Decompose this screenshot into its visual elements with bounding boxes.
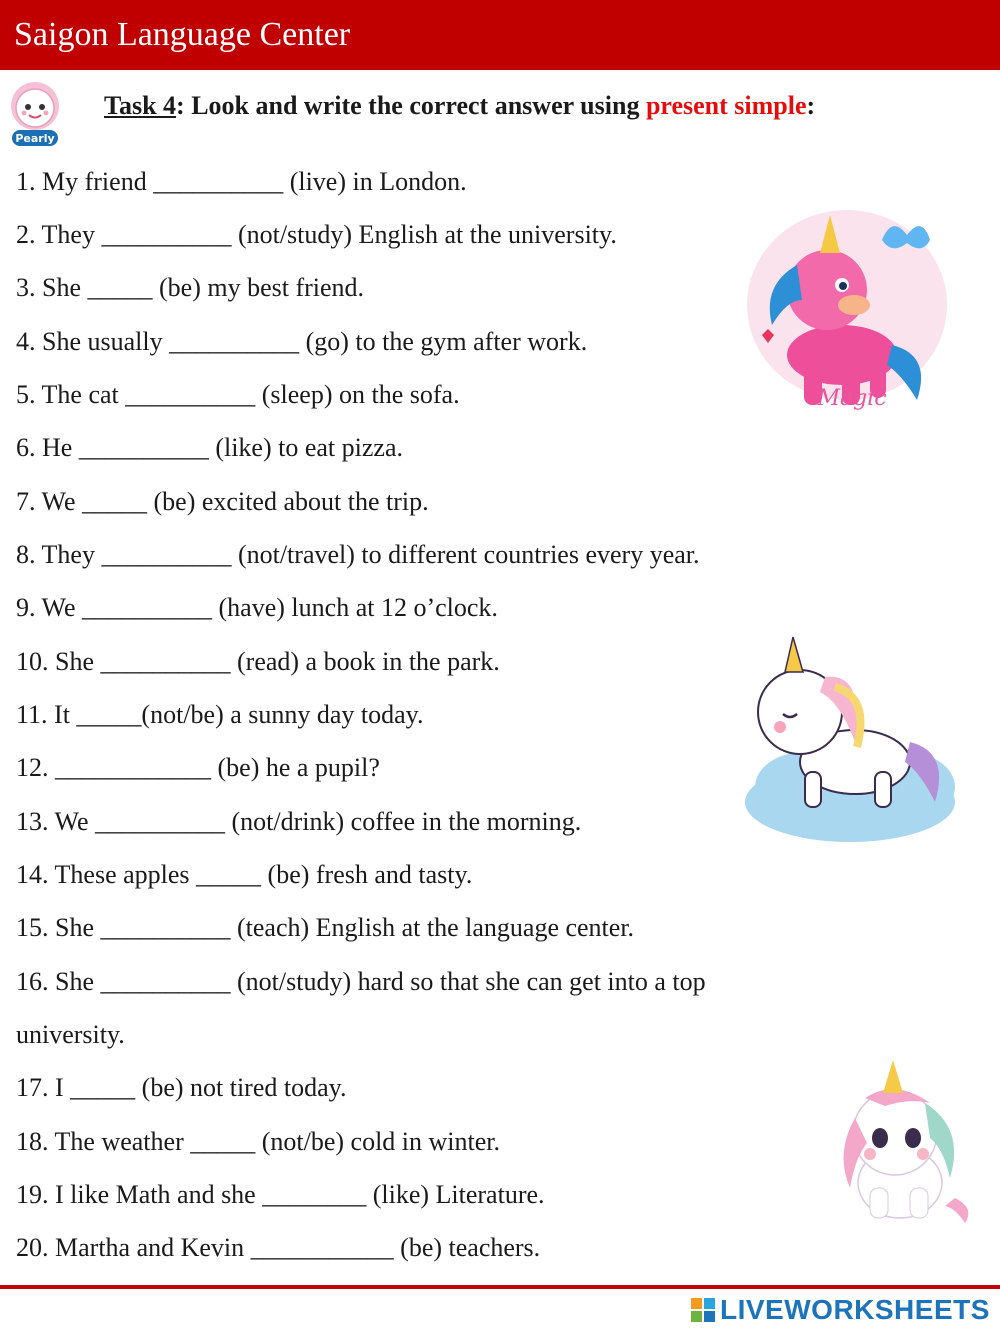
question-13: 13. We __________ (not/drink) coffee in the morning. bbox=[16, 807, 582, 836]
header-title: Saigon Language Center bbox=[14, 16, 351, 53]
task-text: : Look and write the correct answer using bbox=[176, 91, 646, 120]
question-10: 10. She __________ (read) a book in the park. bbox=[16, 647, 500, 676]
sitting-unicorn-image bbox=[825, 1058, 975, 1223]
pearly-logo bbox=[8, 80, 62, 148]
brand-text: LIVEWORKSHEETS bbox=[720, 1294, 990, 1325]
question-1: 1. My friend __________ (live) in London. bbox=[16, 167, 467, 196]
question-7: 7. We _____ (be) excited about the trip. bbox=[16, 487, 429, 516]
header-bar bbox=[0, 0, 1000, 70]
question-15: 15. She __________ (teach) English at the language center. bbox=[16, 913, 635, 942]
question-2: 2. They __________ (not/study) English at the university. bbox=[16, 220, 617, 249]
cloud-unicorn-image bbox=[745, 632, 960, 847]
question-16-continued: university. bbox=[16, 1020, 125, 1049]
question-11: 11. It _____(not/be) a sunny day today. bbox=[16, 700, 424, 729]
pink-unicorn-image bbox=[742, 205, 952, 420]
liveworksheets-brand[interactable] bbox=[690, 1292, 990, 1328]
task-end: : bbox=[806, 91, 816, 120]
question-18: 18. The weather _____ (not/be) cold in winter. bbox=[16, 1127, 501, 1156]
question-4: 4. She usually __________ (go) to the gym after work. bbox=[16, 327, 588, 356]
question-20: 20. Martha and Kevin ___________ (be) teachers. bbox=[16, 1233, 541, 1262]
question-17: 17. I _____ (be) not tired today. bbox=[16, 1073, 347, 1102]
footer-divider bbox=[0, 1285, 1000, 1289]
magic-text: Magic bbox=[817, 386, 887, 411]
question-19: 19. I like Math and she ________ (like) Literature. bbox=[16, 1180, 545, 1209]
logo-text: Pearly bbox=[15, 132, 55, 145]
question-3: 3. She _____ (be) my best friend. bbox=[16, 273, 365, 302]
task-instruction bbox=[104, 90, 815, 121]
question-8: 8. They __________ (not/travel) to different countries every year. bbox=[16, 540, 700, 569]
question-12: 12. ____________ (be) he a pupil? bbox=[16, 753, 380, 782]
question-6: 6. He __________ (like) to eat pizza. bbox=[16, 433, 403, 462]
liveworksheets-icon bbox=[690, 1297, 716, 1323]
question-14: 14. These apples _____ (be) fresh and tasty. bbox=[16, 860, 473, 889]
task-accent: present simple bbox=[645, 91, 807, 120]
question-5: 5. The cat __________ (sleep) on the sofa. bbox=[16, 380, 460, 409]
question-9: 9. We __________ (have) lunch at 12 o’clock. bbox=[16, 593, 498, 622]
question-16: 16. She __________ (not/study) hard so that she can get into a top bbox=[16, 967, 706, 996]
task-label: Task 4 bbox=[104, 91, 177, 120]
